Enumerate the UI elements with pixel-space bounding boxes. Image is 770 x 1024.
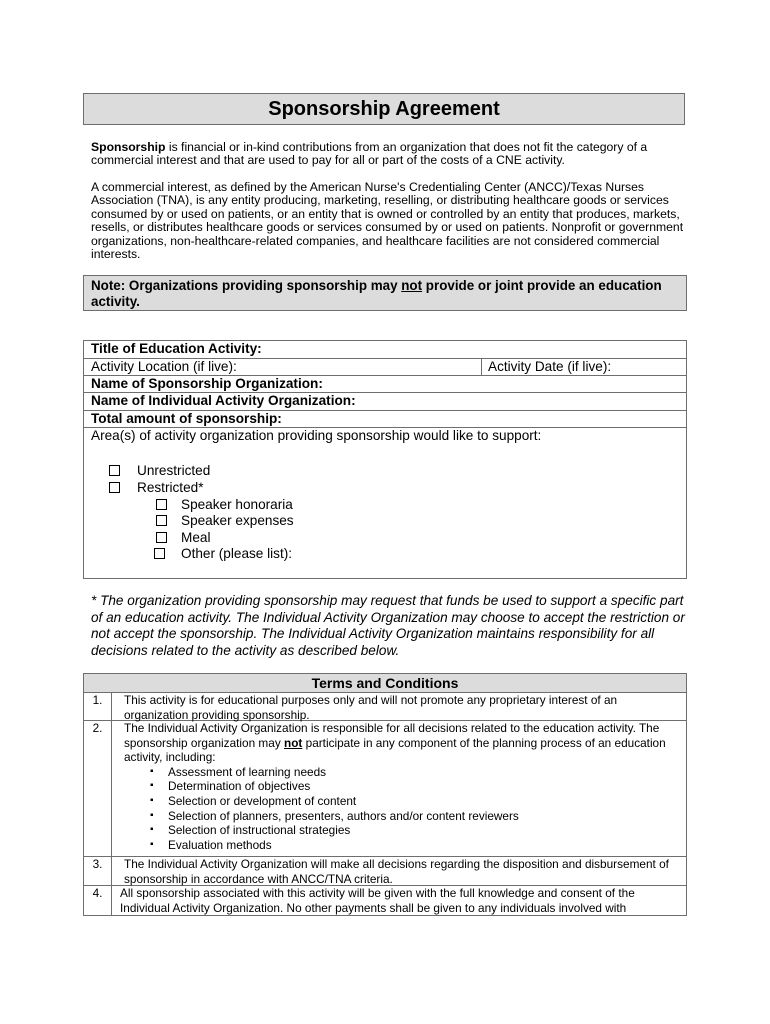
support-areas-label: Area(s) of activity organization providing sponsorship would like to support:	[91, 428, 542, 443]
meal-label: Meal	[181, 530, 211, 545]
other-label: Other (please list):	[181, 546, 293, 561]
terms-row-number: 1.	[84, 693, 112, 720]
activity-location-label: Activity Location (if live):	[91, 359, 237, 374]
speaker-expenses-label: Speaker expenses	[181, 513, 294, 528]
note-text-before: Note: Organizations providing sponsorship may	[91, 278, 402, 293]
sponsorship-term: Sponsorship	[91, 140, 166, 154]
note-box	[83, 275, 687, 311]
page-title: Sponsorship Agreement	[83, 93, 685, 125]
restriction-footnote: * The organization providing sponsorship may request that funds be used to support a specific part of an education activity. The Individual Activity Organization may choose to accept the restriction or not accept the sponsorship. The Individual Activity Organization maintains responsibility for all decisions related to the activity as described below.	[91, 593, 685, 658]
sponsorship-definition-text: is financial or in-kind contributions from an organization that does not fit the category of a commercial interest and that are used to pay for all or part of the costs of a CNE activity.	[91, 140, 648, 168]
list-item: ▪ Determination of objectives	[150, 779, 680, 794]
terms-row-text-after: participate in any component of the planning process of an education activity, including:	[124, 735, 666, 765]
terms-row-number: 4.	[84, 886, 112, 915]
list-item: ▪ Assessment of learning needs	[150, 765, 680, 780]
terms-row-text: This activity is for educational purposes only and will not promote any proprietary interest of an organization providing sponsorship.	[124, 693, 618, 722]
terms-table	[83, 673, 687, 916]
title-of-activity-label: Title of Education Activity:	[91, 341, 262, 356]
commercial-interest-paragraph: A commercial interest, as defined by the American Nurse's Credentialing Center (ANCC)/Texas Nurses Association (TNA), is any entity producing, marketing, reselling, or distributing healthcare goods or services consumed by or used on patients, or an entity that is owned or controlled by an entity that produces, markets, resells, or distributes healthcare goods or services consumed by or used on patients. Nonprofit or government organizations, non-healthcare-related companies, and healthcare facilities are not considered commercial interests.	[91, 180, 684, 262]
terms-row	[83, 857, 687, 886]
unrestricted-label: Unrestricted	[137, 463, 211, 478]
activity-date-field[interactable]	[481, 359, 611, 375]
total-sponsorship-label: Total amount of sponsorship:	[91, 411, 282, 426]
list-item: ▪ Evaluation methods	[150, 838, 680, 853]
terms-heading: Terms and Conditions	[83, 673, 687, 693]
list-item: ▪ Selection of planners, presenters, authors and/or content reviewers	[150, 809, 680, 824]
terms-row-emphasis: not	[284, 735, 303, 750]
total-sponsorship-field[interactable]	[84, 411, 686, 428]
terms-row	[83, 693, 687, 721]
meal-checkbox[interactable]	[156, 532, 167, 543]
sponsorship-organization-field[interactable]	[84, 376, 686, 393]
terms-row-text: All sponsorship associated with this activity will be given with the full knowledge and consent of the Individual Activity Organization. No other payments shall be given to any individuals involved with	[120, 886, 635, 915]
speaker-expenses-checkbox[interactable]	[156, 515, 167, 526]
terms-row	[83, 886, 687, 916]
planning-components-list	[124, 765, 680, 853]
terms-row-number: 3.	[84, 857, 112, 885]
title-of-activity-field[interactable]	[84, 341, 686, 359]
restricted-checkbox[interactable]	[109, 482, 120, 493]
terms-row	[83, 721, 687, 857]
speaker-honoraria-label: Speaker honoraria	[181, 497, 293, 512]
note-text-after: provide or joint provide an education activity.	[91, 278, 662, 309]
speaker-honoraria-checkbox[interactable]	[156, 499, 167, 510]
list-item: ▪ Selection or development of content	[150, 794, 680, 809]
individual-organization-field[interactable]	[84, 393, 686, 411]
unrestricted-checkbox[interactable]	[109, 465, 120, 476]
activity-date-label: Activity Date (if live):	[488, 359, 612, 374]
activity-location-field[interactable]	[84, 359, 686, 376]
other-checkbox[interactable]	[154, 548, 165, 559]
sponsorship-form	[83, 340, 687, 579]
sponsorship-definition	[91, 141, 691, 168]
list-item: ▪ Selection of instructional strategies	[150, 823, 680, 838]
note-emphasis: not	[401, 278, 423, 293]
restricted-label: Restricted*	[137, 480, 204, 495]
terms-row-text-before: The Individual Activity Organization is responsible for all decisions related to the education activity. The sponsorship organization may	[124, 721, 660, 750]
sponsorship-organization-label: Name of Sponsorship Organization:	[91, 376, 323, 391]
terms-row-text: The Individual Activity Organization will make all decisions regarding the disposition and disbursement of sponsorship in accordance with ANCC/TNA criteria.	[124, 857, 669, 886]
terms-row-text	[124, 721, 686, 852]
individual-organization-label: Name of Individual Activity Organization:	[91, 393, 356, 408]
terms-row-number: 2.	[84, 721, 112, 856]
